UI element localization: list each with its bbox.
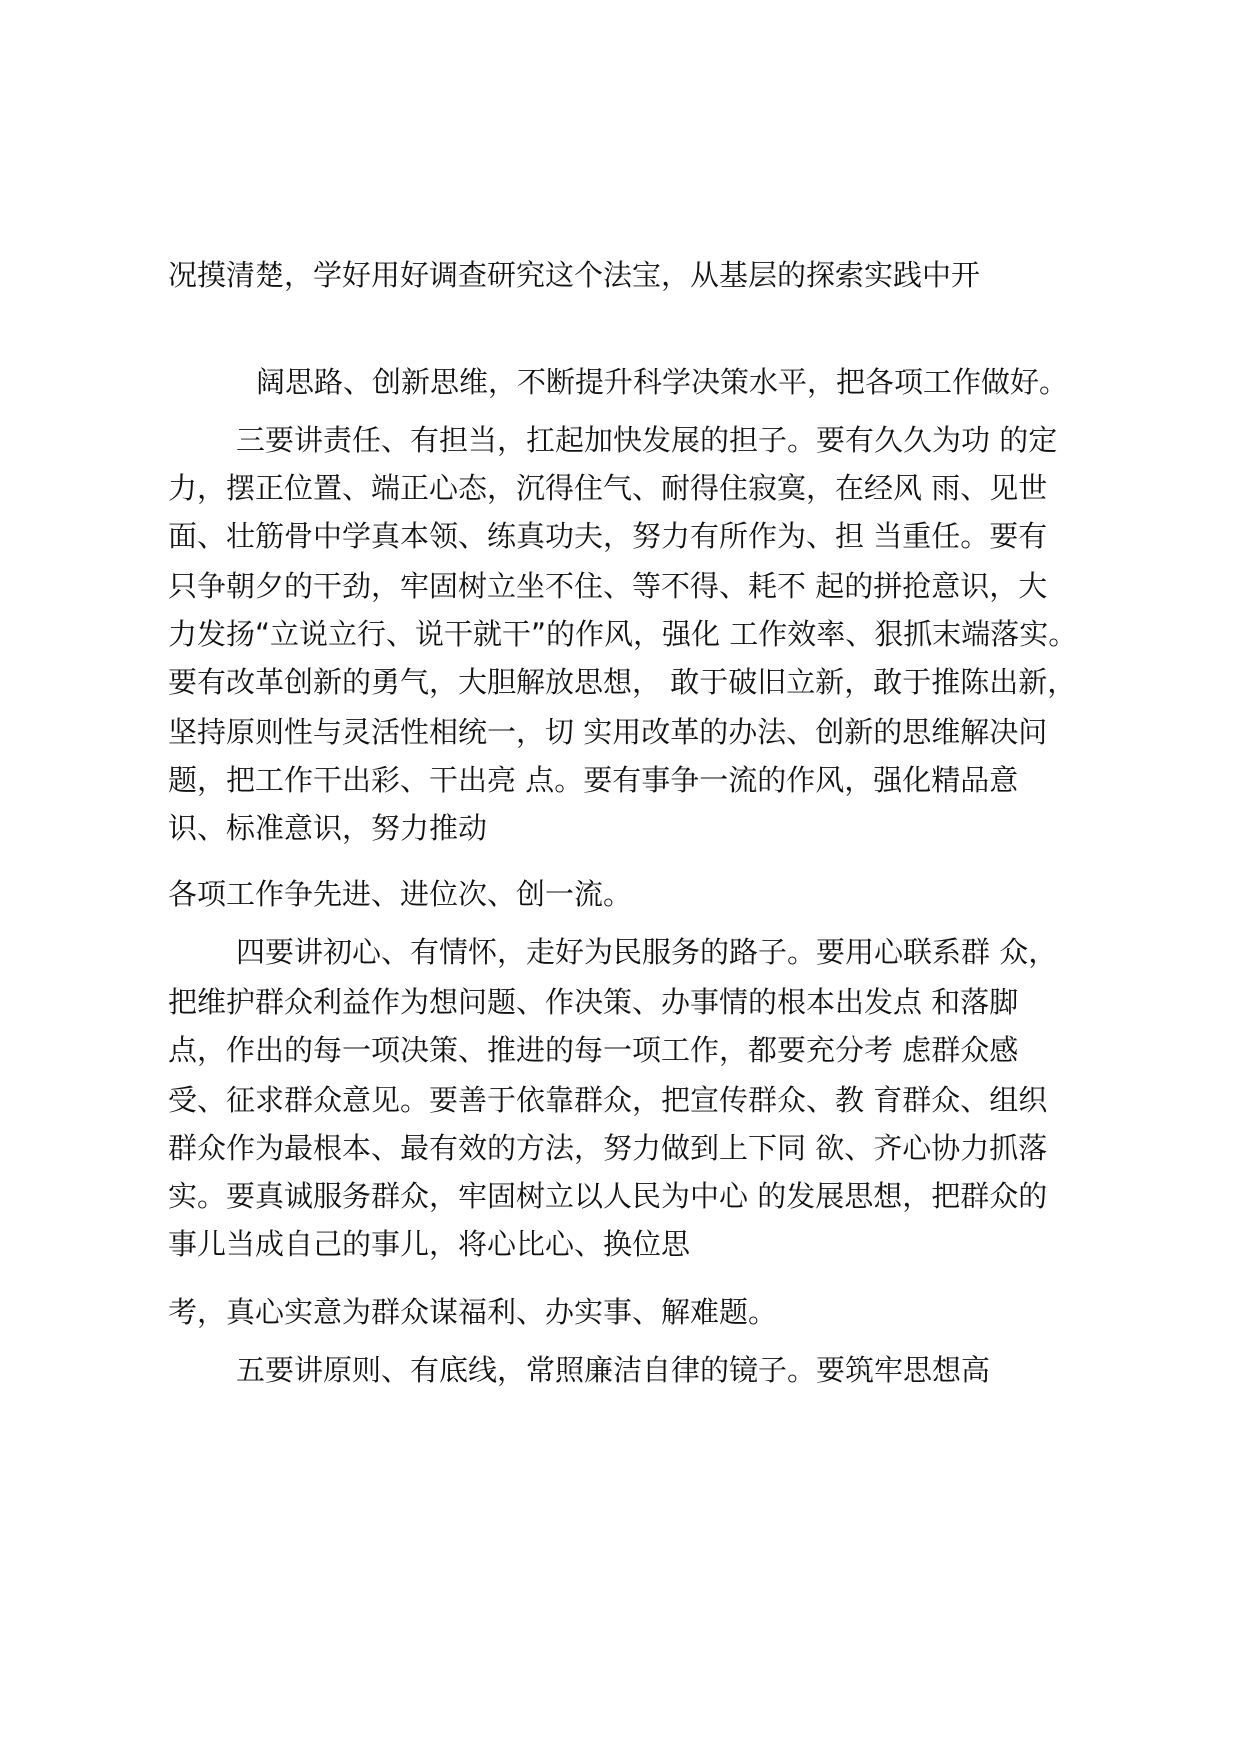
text-line: 群众作为最根本、最有效的方法，努力做到上下同 欲、齐心协力抓落 (168, 1131, 1048, 1165)
text-line: 各项工作争先进、进位次、创一流。 (168, 877, 633, 911)
text-line: 四要讲初心、有情怀，走好为民服务的路子。要用心联系群 众， (236, 935, 1058, 969)
text-line: 点，作出的每一项决策、推进的每一项工作，都要充分考 虑群众感 (168, 1033, 1019, 1067)
text-line: 实。要真诚服务群众，牢固树立以人民为中心 的发展思想，把群众的 (168, 1179, 1048, 1213)
text-line: 五要讲原则、有底线，常照廉洁自律的镜子。要筑牢思想高 (236, 1353, 991, 1387)
text-line: 阔思路、创新思维，不断提升科学决策水平，把各项工作做好。 (256, 365, 1069, 399)
text-line: 识、标准意识，努力推动 (168, 811, 488, 845)
text-line: 题，把工作干出彩、干出亮 点。要有事争一流的作风，强化精品意 (168, 763, 1019, 797)
text-line: 要有改革创新的勇气，大胆解放思想， 敢于破旧立新，敢于推陈出新， (168, 665, 1077, 699)
text-line: 事儿当成自己的事儿，将心比心、换位思 (168, 1227, 691, 1261)
text-line: 况摸清楚，学好用好调查研究这个法宝，从基层的探索实践中开 (168, 258, 981, 292)
text-line: 把维护群众利益作为想问题、作决策、办事情的根本出发点 和落脚 (168, 985, 1019, 1019)
text-line: 三要讲责任、有担当，扛起加快发展的担子。要有久久为功 的定 (236, 423, 1058, 457)
text-line: 面、壮筋骨中学真本领、练真功夫，努力有所作为、担 当重任。要有 (168, 519, 1048, 553)
text-line: 力发扬“立说立行、说干就干”的作风，强化 工作效率、狠抓末端落实。 (168, 617, 1078, 651)
text-line: 考，真心实意为群众谋福利、办实事、解难题。 (168, 1295, 778, 1329)
text-line: 坚持原则性与灵活性相统一，切 实用改革的办法、创新的思维解决问 (168, 715, 1048, 749)
text-line: 受、征求群众意见。要善于依靠群众，把宣传群众、教 育群众、组织 (168, 1083, 1048, 1117)
text-line: 力，摆正位置、端正心态，沉得住气、耐得住寂寞，在经风 雨、见世 (168, 471, 1048, 505)
text-line: 只争朝夕的干劲，牢固树立坐不住、等不得、耗不 起的拼抢意识，大 (168, 569, 1048, 603)
